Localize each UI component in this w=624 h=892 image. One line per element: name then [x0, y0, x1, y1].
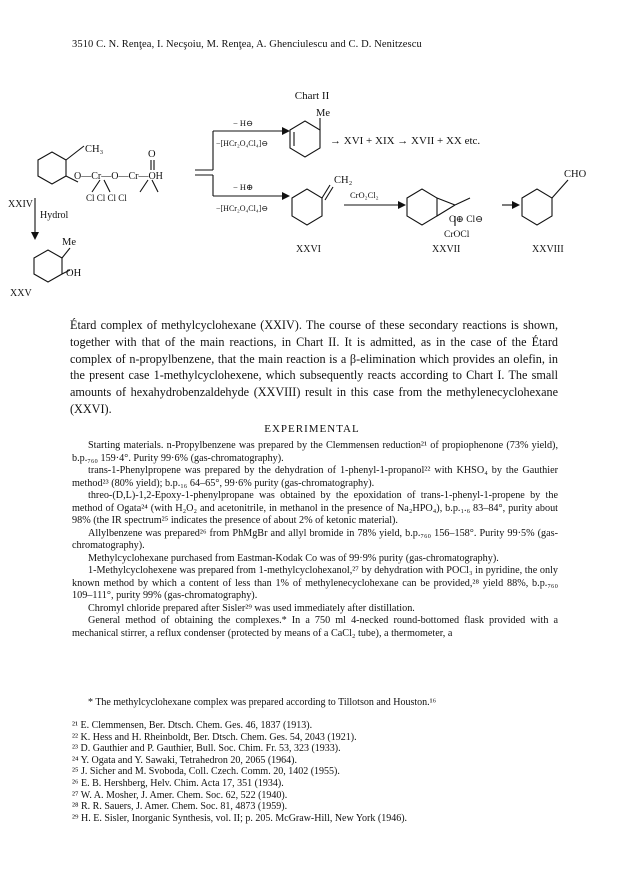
- ring-xxvii: [407, 189, 437, 225]
- ring-xxv: [34, 250, 62, 282]
- footnote: * The methylcyclohexane complex was prepared according to Tillotson and Houston.¹⁶: [88, 697, 437, 708]
- label-me-bottom: Me: [62, 237, 76, 248]
- label-reagent-bottom: −[HCr₂O₄Cl₄]⊖: [216, 204, 269, 213]
- label-xxvii: XXVII: [432, 244, 461, 255]
- label-xxv: XXV: [10, 288, 32, 299]
- label-products: → XVI + XIX → XVII + XX etc.: [330, 135, 481, 147]
- label-o-cl: O⊕ Cl⊖: [449, 215, 484, 225]
- label-cho: CHO: [564, 169, 587, 180]
- label-ch3-left: CH₃: [85, 144, 104, 155]
- label-me-top: Me: [316, 108, 330, 119]
- chart-title: Chart II: [294, 90, 330, 102]
- exp-item: trans-1-Phenylpropene was prepared by the dehydration of 1-phenyl-1-propanol²² with KHSO₄ by the Gauthier method²³ (80% yield); b.p.₁₆ 64–65°, 99·6% purity (gas-chromatography).: [72, 465, 558, 489]
- experimental-section: [72, 440, 558, 640]
- references: [72, 720, 558, 824]
- reference-item: ²⁷ W. A. Mosher, J. Amer. Chem. Soc. 62, 522 (1940).: [72, 789, 288, 801]
- reaction-scheme: [0, 0, 624, 310]
- exp-item: Allylbenzene was prepared²⁶ from PhMgBr and allyl bromide in 78% yield, b.p.₇₆₀ 156–158°. Purity 99·5% (gas-chromatography).: [72, 527, 558, 551]
- reference-item: ²⁵ J. Sicher and M. Svoboda, Coll. Czech. Comm. 20, 1402 (1955).: [72, 766, 340, 778]
- exp-item: General method of obtaining the complexes.* In a 750 ml 4-necked round-bottomed flask provided with a mechanical stirrer, a reflux condenser (protected by means of a CaCl₂ tube), a thermometer, a: [72, 615, 558, 639]
- exp-item: Methylcyclohexane purchased from Eastman-Kodak Co was of 99·9% purity (gas-chromatography).: [88, 552, 499, 564]
- experimental-heading: EXPERIMENTAL: [264, 423, 360, 435]
- exp-item: Starting materials. n-Propylbenzene was prepared by the Clemmensen reduction²¹ of propiophenone (73% yield), b.p.₇₆₀ 159·4°. Purity 99·6% (gas-chromatography).: [72, 440, 558, 464]
- reference-item: ²⁶ E. B. Hershberg, Helv. Chim. Acta 17, 351 (1934).: [72, 777, 284, 789]
- label-xxvi: XXVI: [296, 244, 321, 255]
- label-cl-row: Cl Cl Cl Cl: [86, 193, 127, 203]
- reference-item: ²² K. Hess and H. Rheinboldt, Ber. Dtsch. Chem. Ges. 54, 2043 (1921).: [72, 731, 357, 743]
- ring-xxviii: [522, 189, 552, 225]
- label-crocl: CrOCl: [444, 230, 470, 240]
- label-hydrol: Hydrol: [40, 210, 69, 221]
- label-xxiv: XXIV: [8, 199, 33, 210]
- label-ch2: CH₂: [334, 175, 353, 186]
- reference-item: ²⁸ R. R. Sauers, J. Amer. Chem. Soc. 81, 4873 (1959).: [72, 801, 288, 813]
- exp-item: threo-(D,L)-1,2-Epoxy-1-phenylpropane was obtained by the epoxidation of trans-1-phenyl-1-propene by the method of Ogata²⁴ (with H₂O₂ and acetonitrile, in methanol in the presence of Na₂HPO₄), b.p.₁.₆ 83–84°, purity about 98% (the IR spectrum²⁵ indicates the presence of about 2% of ketonic material).: [72, 490, 558, 526]
- running-header: 3510 C. N. Renţea, I. Necşoiu, M. Renţea, A. Ghenciulescu and C. D. Nenitzescu: [72, 39, 422, 50]
- label-cr-chain: O—Cr—O—Cr—OH: [74, 171, 163, 182]
- reference-item: ²⁹ H. E. Sisler, Inorganic Synthesis, vol. II; p. 205. McGraw-Hill, New York (1946).: [72, 812, 408, 824]
- reference-item: ²¹ E. Clemmensen, Ber. Dtsch. Chem. Ges. 46, 1837 (1913).: [72, 720, 313, 731]
- reference-item: ²³ D. Gauthier and P. Gauthier, Bull. Soc. Chim. Fr. 53, 323 (1933).: [72, 743, 341, 755]
- body-paragraph: Étard complex of methylcyclohexane (XXIV). The course of these secondary reactions is shown, together with that of the main reactions, in Chart II. It is admitted, as in the case of the Étard complex of n-propylbenzene, that the main reaction is a β-elimination which provides an olefin, in the present case 1-methylcyclohexene, which subsequently reacts according to Chart I. The small amounts of hexahydrobenzaldehyde (XXVIII) result in this case from the methylenecyclohexane (XXVI).: [70, 318, 558, 416]
- label-reagent-top: −[HCr₂O₄Cl₄]⊖: [216, 139, 269, 148]
- label-hminus: − H⊖: [233, 118, 254, 128]
- exp-item: Chromyl chloride prepared after Sisler²⁹ was used immediately after distillation.: [88, 602, 415, 614]
- ring-xxiv: [38, 152, 66, 184]
- label-xxviii: XXVIII: [532, 244, 564, 255]
- label-hplus: − H⊕: [233, 182, 254, 192]
- reference-item: ²⁴ Y. Ogata and Y. Sawaki, Tetrahedron 20, 2065 (1964).: [72, 754, 298, 766]
- label-o-top: O: [148, 149, 156, 160]
- label-oh: OH: [66, 268, 82, 279]
- ring-xxvi: [292, 189, 322, 225]
- exp-item: 1-Methylcyclohexene was prepared from 1-methylcyclohexanol,²⁷ by dehydration with POCl₃ in pyridine, the only known method by which a content of less than 1% of methylenecyclohexane can be provided,²⁸ yield 88%, b.p.₇₆₀ 109–111°, purity 99% (gas-chromatography).: [72, 565, 558, 601]
- label-cro2cl2: CrO₂Cl₂: [350, 190, 379, 200]
